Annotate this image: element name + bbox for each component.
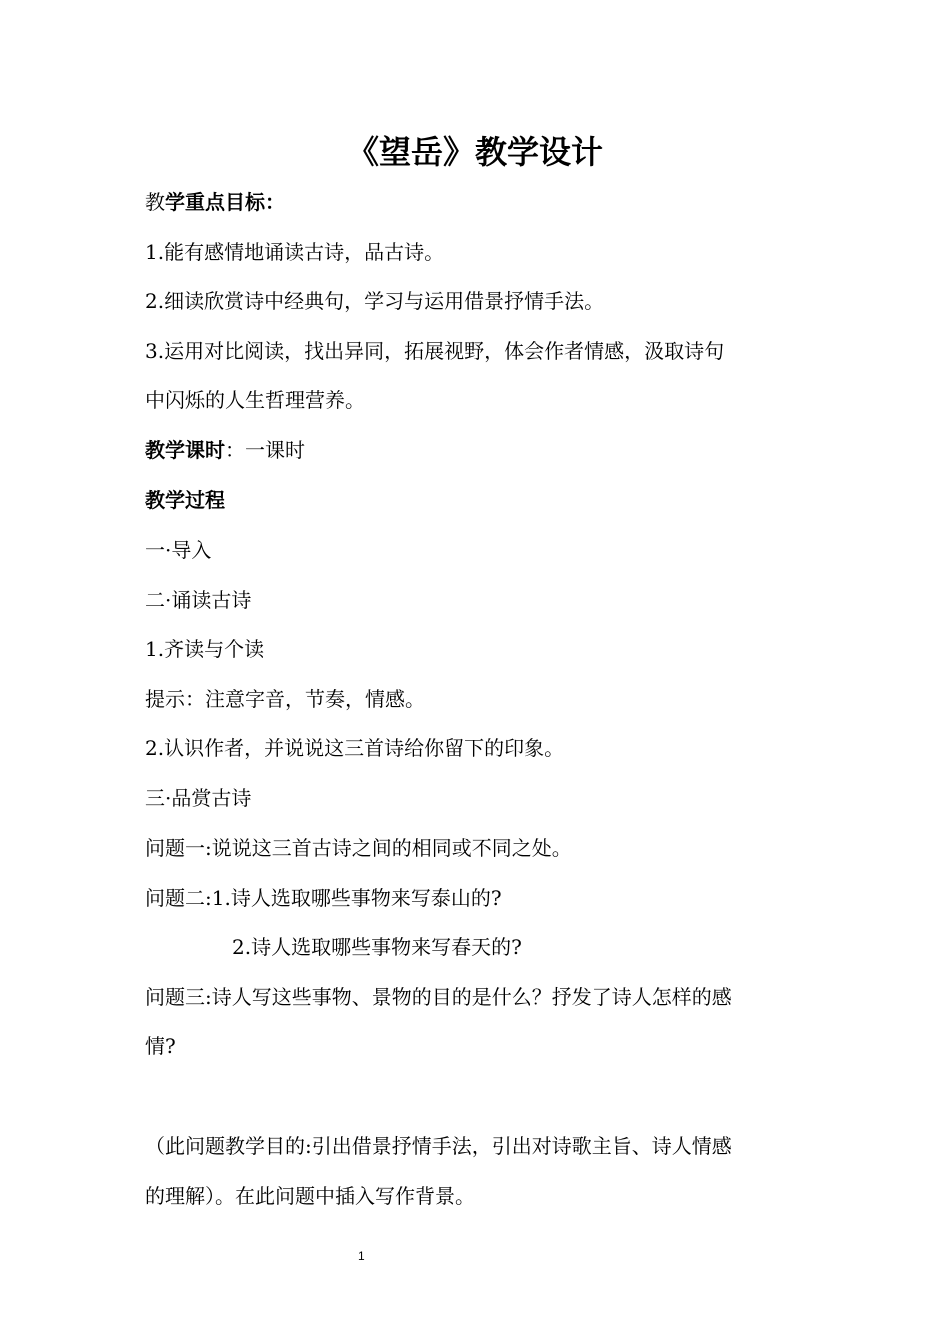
- class-hours-value: 一课时: [245, 438, 305, 462]
- question-1: 问题一:说说这三首古诗之间的相同或不同之处。: [145, 836, 572, 860]
- objectives-heading: [145, 187, 285, 217]
- note-line-2: 的理解）。在此问题中插入写作背景。: [145, 1184, 475, 1208]
- process-heading: 教学过程: [145, 488, 225, 512]
- class-hours-label: 教学课时: [145, 438, 225, 462]
- step-2-item-1: 1.齐读与个读: [145, 637, 265, 661]
- objective-3-line-1: 3.运用对比阅读，找出异同，拓展视野，体会作者情感，汲取诗句: [145, 339, 725, 363]
- objective-3-line-2: 中闪烁的人生哲理营养。: [145, 388, 365, 412]
- objective-1: 1.能有感情地诵读古诗，品古诗。: [145, 240, 445, 264]
- objective-2: 2.细读欣赏诗中经典句，学习与运用借景抒情手法。: [145, 289, 605, 313]
- class-hours: [145, 435, 305, 465]
- question-2-part-2: 2.诗人选取哪些事物来写春天的?: [232, 935, 522, 959]
- objectives-heading-prefix: 教: [145, 190, 165, 214]
- step-2-item-2: 2.认识作者，并说说这三首诗给你留下的印象。: [145, 736, 565, 760]
- page-number: 1: [358, 1249, 365, 1263]
- step-1: 一·导入: [145, 538, 212, 562]
- document-title: 《望岳》教学设计: [346, 133, 603, 171]
- question-3-line-1: 问题三:诗人写这些事物、景物的目的是什么？抒发了诗人怎样的感: [145, 985, 732, 1009]
- question-2-part-1: 问题二:1.诗人选取哪些事物来写泰山的?: [145, 886, 502, 910]
- step-3: 三·品赏古诗: [145, 786, 252, 810]
- question-3-line-2: 情?: [145, 1034, 176, 1058]
- step-2: 二·诵读古诗: [145, 588, 252, 612]
- note-line-1: （此问题教学目的:引出借景抒情手法，引出对诗歌主旨、诗人情感: [145, 1134, 732, 1158]
- objectives-heading-bold: 学重点目标：: [165, 190, 285, 214]
- step-2-hint: 提示：注意字音，节奏，情感。: [145, 687, 425, 711]
- class-hours-colon: ：: [225, 438, 245, 462]
